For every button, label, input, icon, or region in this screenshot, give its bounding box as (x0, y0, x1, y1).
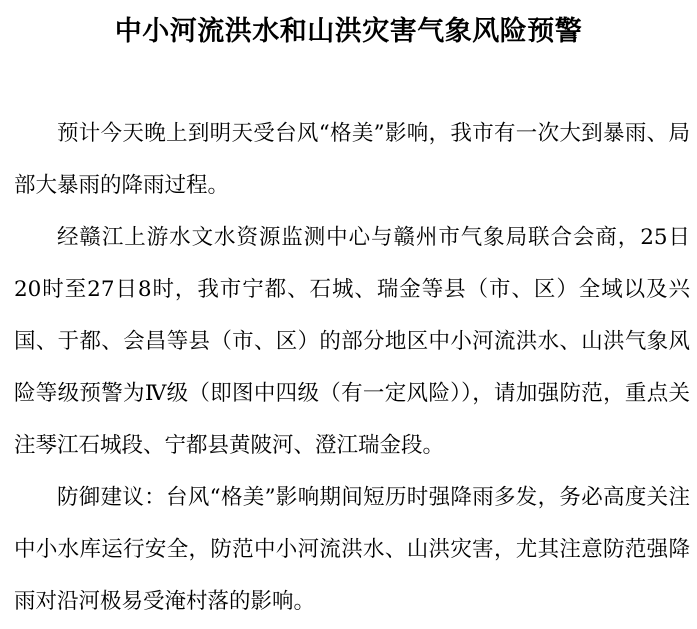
paragraph-warning: 经赣江上游水文水资源监测中心与赣州市气象局联合会商，25日20时至27日8时，我市宁都、石城、瑞金等县（市、区）全域以及兴国、于都、会昌等县（市、区）的部分地区中小河流洪水、山洪气象风险等级预警为Ⅳ级（即图中四级（有一定风险）），请加强防范，重点关注琴江石城段、宁都县黄陂河、澄江瑞金段。 (14, 225, 690, 458)
paragraph-defense-advice: 防御建议：台风“格美”影响期间短历时强降雨多发，务必高度关注中小水库运行安全，防范中小河流洪水、山洪灾害，尤其注意防范强降雨对沿河极易受淹村落的影响。 (14, 485, 690, 614)
document-body (14, 108, 690, 628)
paragraph-forecast: 预计今天晚上到明天受台风“格美”影响，我市有一次大到暴雨、局部大暴雨的降雨过程。 (14, 121, 690, 198)
document-title: 中小河流洪水和山洪灾害气象风险预警 (114, 16, 583, 47)
